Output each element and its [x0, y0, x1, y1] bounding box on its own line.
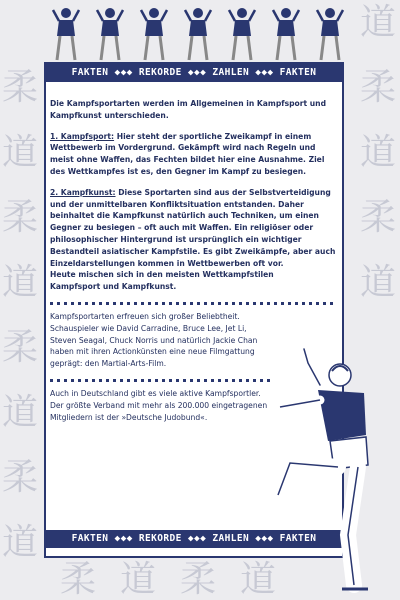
- bg-kanji: 柔: [180, 559, 217, 600]
- bg-kanji: 道: [2, 132, 39, 173]
- karate-figure: [268, 4, 304, 62]
- dotted-divider: [50, 379, 270, 382]
- section-text: Diese Sportarten sind aus der Selbstverteidigung und der unmittelbaren Konfliktsituation entstanden. Daher beinhaltet die Kampfkunst natürlich auch Techniken, um einen Gegner zu besiegen – oft auch mit Waffen. Ein religiöser oder philosophischer Hintergrund ist ursprünglich ein wichtiger Bestandteil asiatischer Kampfstile. Es gibt Zweikämpfe, aber auch Einzeldarstellungen kommen in Wettbewerben oft vor.: [50, 187, 336, 268]
- karate-figure: [136, 4, 172, 62]
- germany-paragraph: Auch in Deutschland gibt es viele aktive Kampfsportler. Der größte Verband mit mehr als 200.000 eingetragenen Mitgliedern ist der »Deutsche Judobund«.: [50, 388, 268, 422]
- karate-fighter-illustration: [268, 345, 376, 595]
- bg-kanji: 道: [360, 2, 397, 43]
- karate-figure: [48, 4, 84, 62]
- bg-kanji: 柔: [2, 457, 39, 498]
- karate-figure: [224, 4, 260, 62]
- karate-figure: [180, 4, 216, 62]
- bg-kanji: 柔: [360, 67, 397, 108]
- banner-bottom: FAKTEN ◆◆◆ REKORDE ◆◆◆ ZAHLEN ◆◆◆ FAKTEN: [46, 530, 342, 548]
- banner-top: FAKTEN ◆◆◆ REKORDE ◆◆◆ ZAHLEN ◆◆◆ FAKTEN: [46, 64, 342, 82]
- bg-kanji: 道: [2, 522, 39, 563]
- bg-kanji: 道: [240, 559, 277, 600]
- bg-kanji: 柔: [2, 327, 39, 368]
- karate-figure: [92, 4, 128, 62]
- bg-kanji: 柔: [360, 197, 397, 238]
- bg-kanji: 道: [120, 559, 157, 600]
- section-kampfkunst: [50, 187, 336, 270]
- bg-kanji: 道: [360, 132, 397, 173]
- karate-figure: [312, 4, 348, 62]
- bg-kanji: 道: [360, 262, 397, 303]
- section-text: Hier steht der sportliche Zweikampf in einem Wettbewerb im Vordergrund. Gekämpft wird nach Regeln und meist ohne Waffen, das Fechten bildet hier eine Ausnahme. Ziel des Wettkampfes ist es, den Gegner im Kampf zu besiegen.: [50, 131, 325, 176]
- section-kampfsport: [50, 131, 336, 178]
- intro-paragraph: Die Kampfsportarten werden im Allgemeinen in Kampfsport und Kampfkunst unterschieden.: [50, 99, 327, 120]
- section-heading: 1. Kampfsport:: [50, 131, 115, 141]
- bg-kanji: 柔: [60, 559, 97, 600]
- bg-kanji: 道: [2, 392, 39, 433]
- popular-paragraph: Kampfsportarten erfreuen sich großer Beliebtheit. Schauspieler wie David Carradine, Bruce Lee, Jet Li, Steven Seagal, Chuck Norris und natürlich Jackie Chan haben mit ihren Actionkünsten eine neue Filmgattung geprägt: den Martial-Arts-Film.: [50, 311, 258, 369]
- bg-kanji: 道: [2, 262, 39, 303]
- section-heading: 2. Kampfkunst:: [50, 187, 116, 197]
- bg-kanji: 柔: [2, 197, 39, 238]
- bg-kanji: 柔: [2, 67, 39, 108]
- figure-row: [48, 4, 348, 62]
- dotted-divider: [50, 302, 336, 305]
- section-kampfkunst-note: Heute mischen sich in den meisten Wettkampfstilen Kampfsport und Kampfkunst.: [50, 270, 274, 292]
